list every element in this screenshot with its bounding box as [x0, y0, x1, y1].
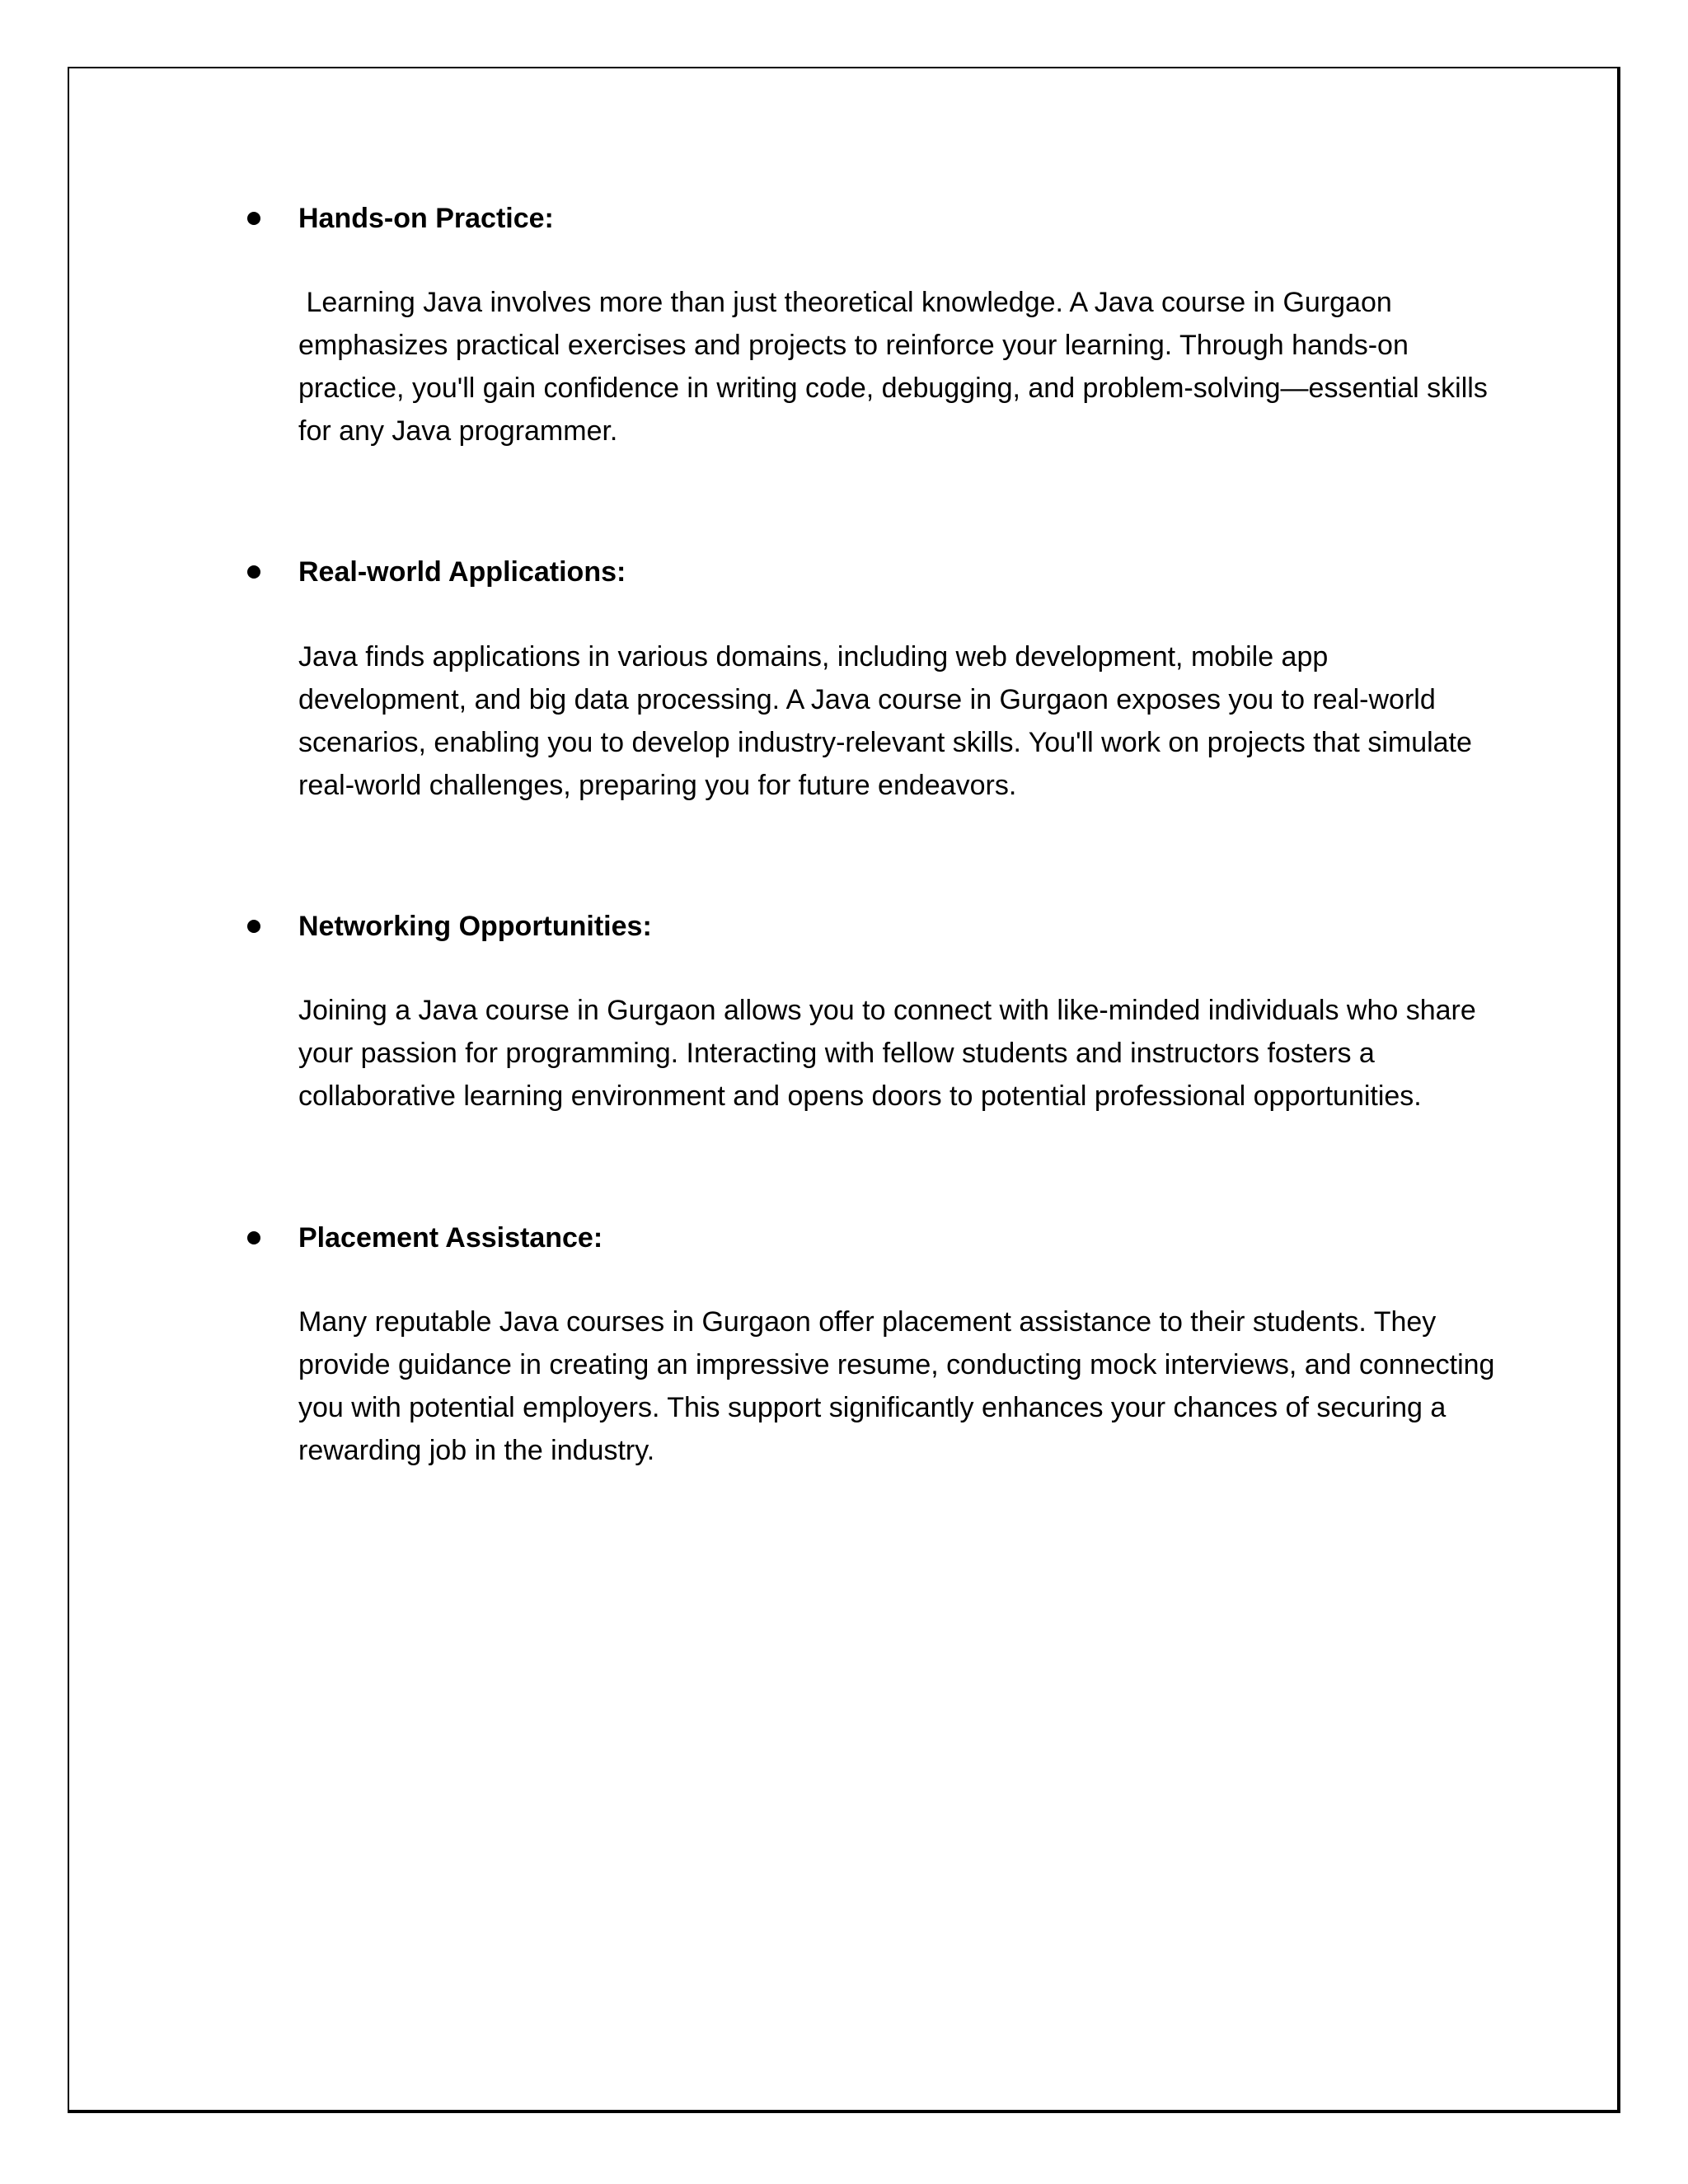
- section-paragraph: [298, 281, 1502, 452]
- paragraph-line: Java finds applications in various domains, including web development, mobile app: [298, 641, 1329, 673]
- section-heading: Placement Assistance:: [298, 1222, 603, 1254]
- paragraph-line: your passion for programming. Interacting with fellow students and instructors fosters a: [298, 1038, 1375, 1069]
- paragraph-line: Joining a Java course in Gurgaon allows you to connect with like-minded individuals who share: [298, 995, 1476, 1026]
- section-heading: Hands-on Practice:: [298, 203, 554, 234]
- paragraph-line: Many reputable Java courses in Gurgaon offer placement assistance to their students. They: [298, 1306, 1437, 1338]
- paragraph-line: development, and big data processing. A Java course in Gurgaon exposes you to real-world: [298, 684, 1436, 715]
- bullet-icon: [247, 565, 260, 579]
- section-paragraph: [298, 1301, 1502, 1472]
- section-heading: Networking Opportunities:: [298, 911, 652, 942]
- paragraph-line: Learning Java involves more than just theoretical knowledge. A Java course in Gurgaon: [298, 287, 1392, 318]
- section-heading: Real-world Applications:: [298, 556, 626, 588]
- paragraph-line: rewarding job in the industry.: [298, 1435, 655, 1466]
- paragraph-line: emphasizes practical exercises and projects to reinforce your learning. Through hands-on: [298, 330, 1409, 361]
- paragraph-line: scenarios, enabling you to develop industry-relevant skills. You'll work on projects that simulate: [298, 727, 1472, 758]
- bullet-icon: [247, 1231, 260, 1244]
- paragraph-line: provide guidance in creating an impressive resume, conducting mock interviews, and connecting: [298, 1349, 1495, 1380]
- paragraph-line: collaborative learning environment and opens doors to potential professional opportunities.: [298, 1080, 1422, 1112]
- paragraph-line: practice, you'll gain confidence in writing code, debugging, and problem-solving—essential skills: [298, 373, 1488, 404]
- section-paragraph: [298, 989, 1502, 1118]
- paragraph-line: real-world challenges, preparing you for future endeavors.: [298, 770, 1017, 801]
- bullet-icon: [247, 920, 260, 933]
- paragraph-line: you with potential employers. This support significantly enhances your chances of securing a: [298, 1392, 1447, 1423]
- paragraph-line: for any Java programmer.: [298, 415, 618, 447]
- bullet-icon: [247, 212, 260, 225]
- section-paragraph: [298, 635, 1502, 807]
